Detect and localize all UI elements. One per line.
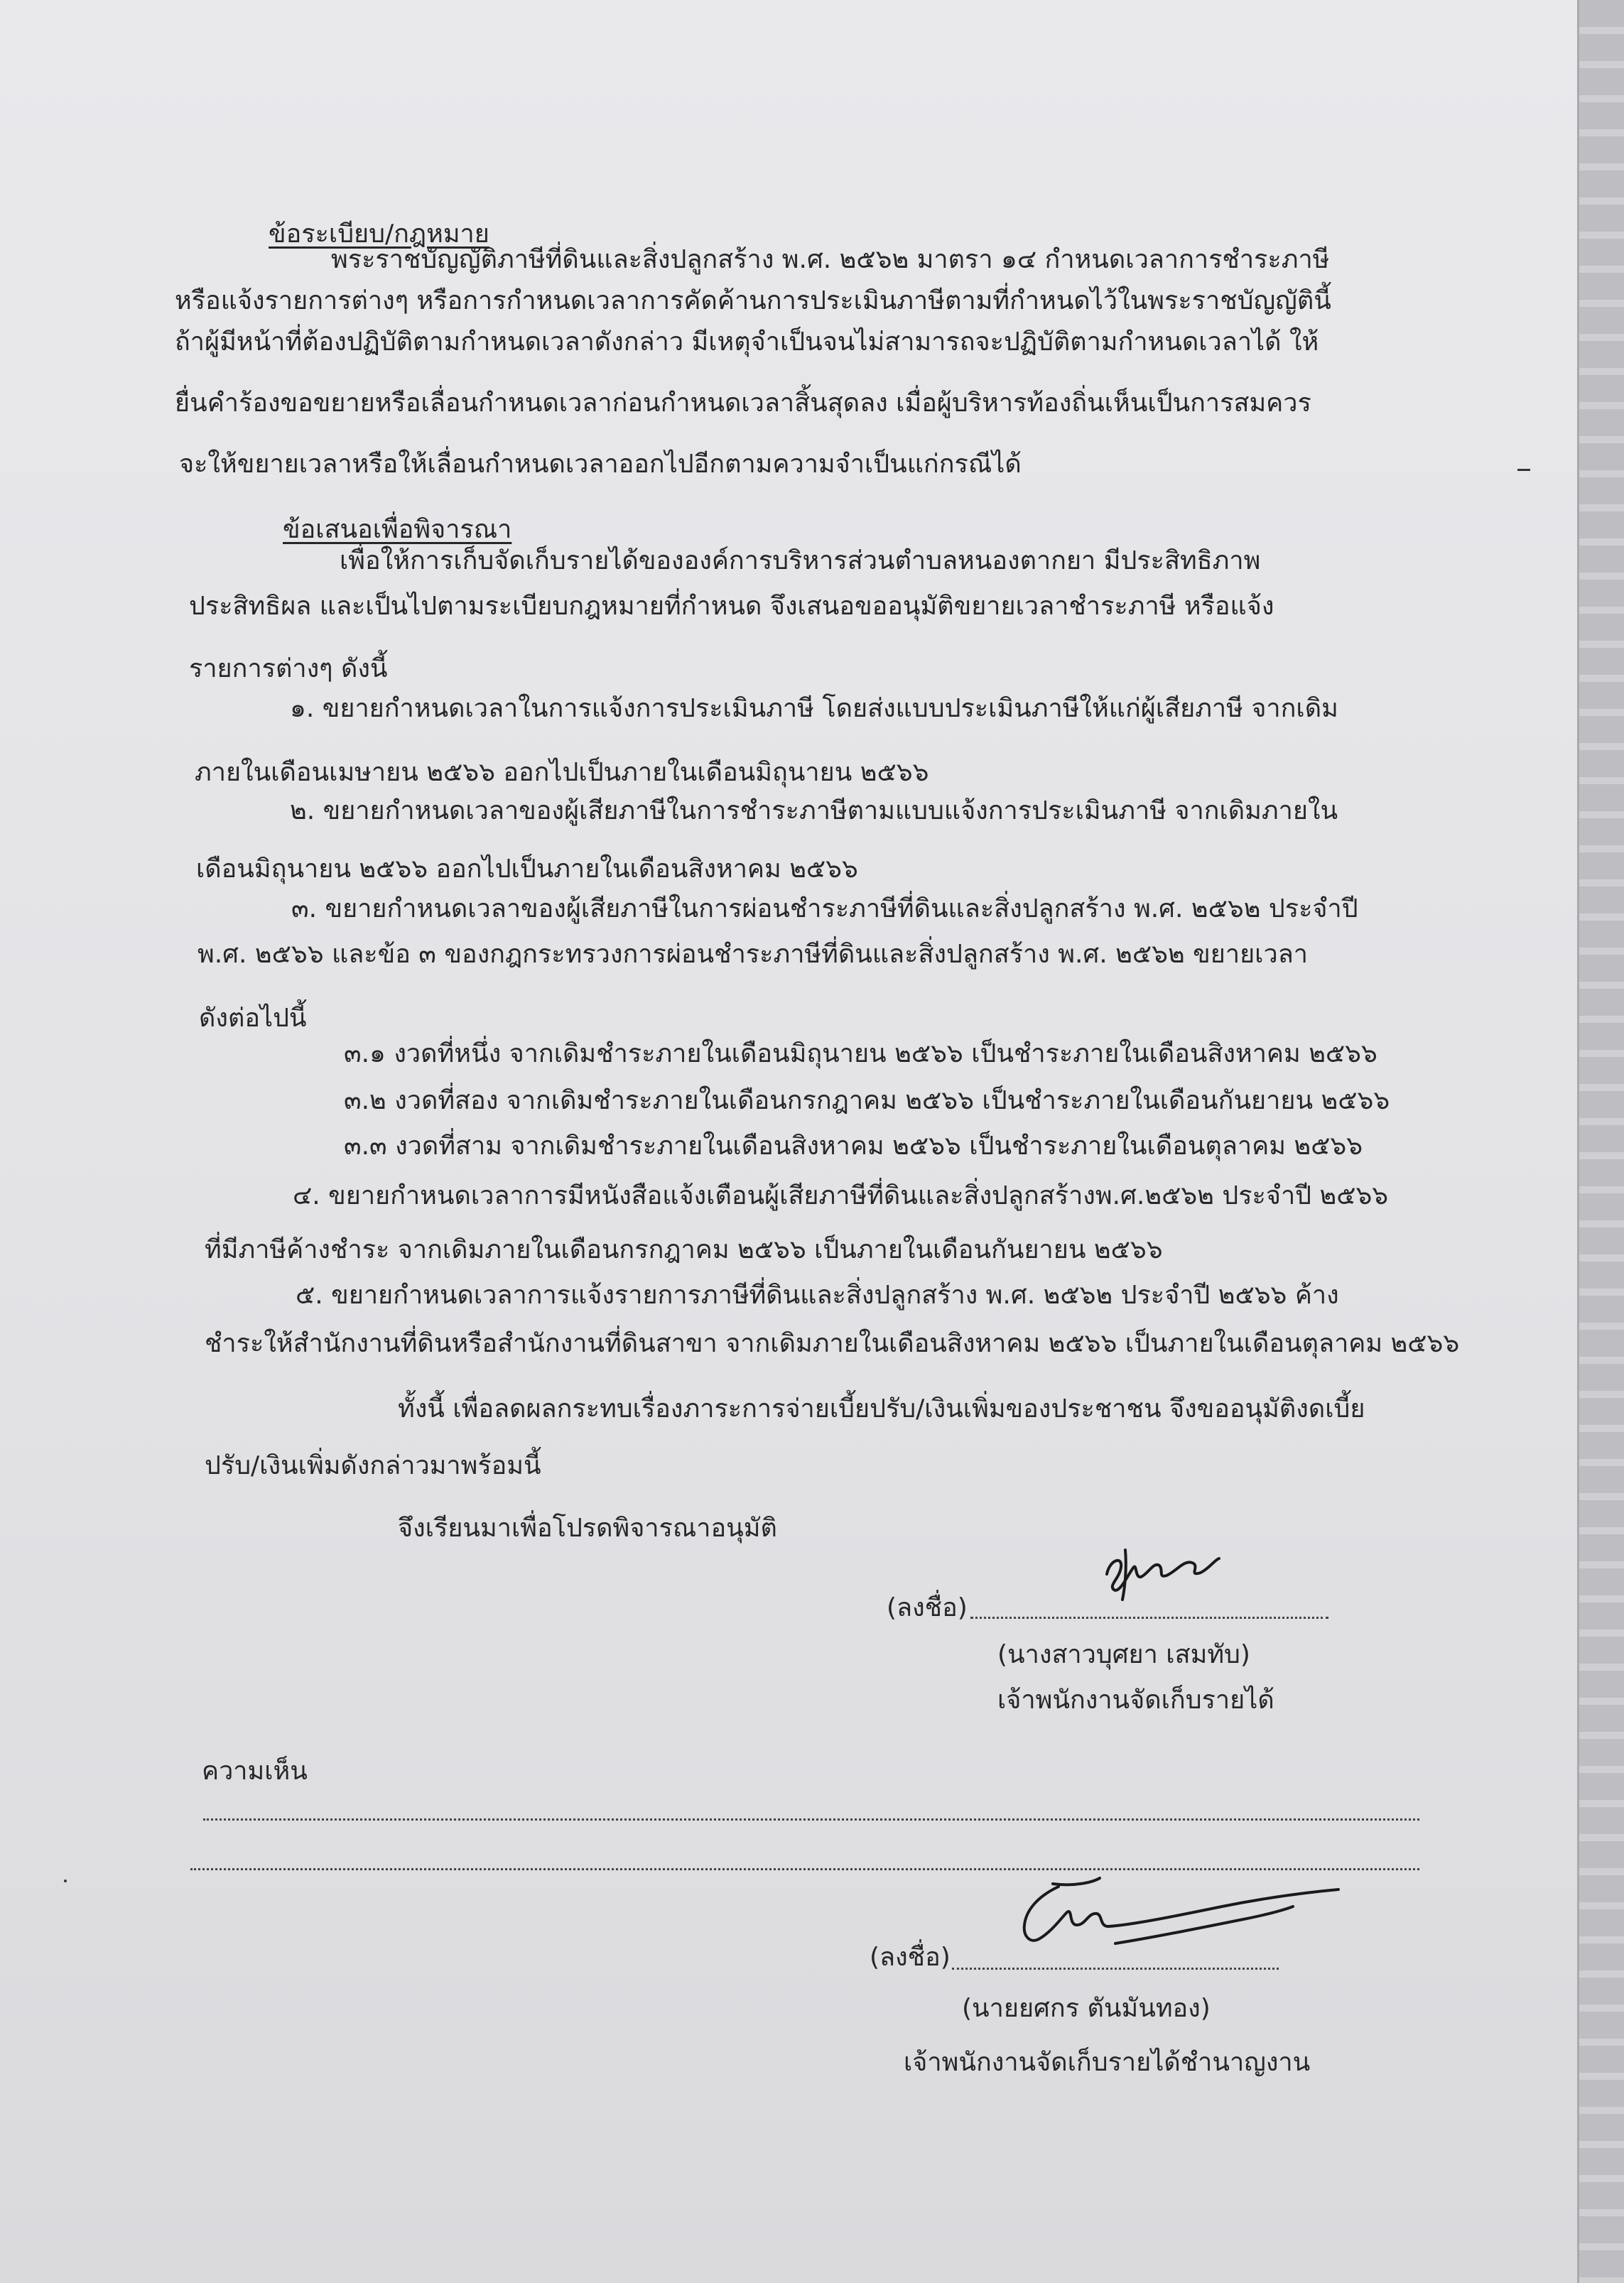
signature-1-line xyxy=(970,1617,1328,1619)
item-3-line: ดังต่อไปนี้ xyxy=(199,1004,307,1033)
opinion-line-2 xyxy=(190,1868,1419,1870)
background-edge xyxy=(1577,0,1624,2283)
item-3-sub-line: ๓.๑ งวดที่หนึ่ง จากเดิมชำระภายในเดือนมิถุนายน ๒๕๖๖ เป็นชำระภายในเดือนสิงหาคม ๒๕๖๖ xyxy=(344,1039,1377,1068)
signer-1-position: เจ้าพนักงานจัดเก็บรายได้ xyxy=(997,1686,1274,1715)
item-3-sub-line: ๓.๓ งวดที่สาม จากเดิมชำระภายในเดือนสิงหาคม ๒๕๖๖ เป็นชำระภายในเดือนตุลาคม ๒๕๖๖ xyxy=(344,1132,1363,1161)
proposal-intro-line: ประสิทธิผล และเป็นไปตามระเบียบกฎหมายที่กำหนด จึงเสนอขออนุมัติขยายเวลาชำระภาษี หรือแจ้ง xyxy=(189,592,1274,621)
stray-dot xyxy=(64,1880,67,1882)
item-1-line: ภายในเดือนเมษายน ๒๕๖๖ ออกไปเป็นภายในเดือนมิถุนายน ๒๕๖๖ xyxy=(195,758,929,787)
item-4-line: ๔. ขยายกำหนดเวลาการมีหนังสือแจ้งเตือนผู้เสียภาษีที่ดินและสิ่งปลูกสร้างพ.ศ.๒๕๖๒ ประจำปี ๒๕๖๖ xyxy=(293,1181,1389,1210)
item-3-line: พ.ศ. ๒๕๖๖ และข้อ ๓ ของกฎกระทรวงการผ่อนชำระภาษีที่ดินและสิ่งปลูกสร้าง พ.ศ. ๒๕๖๒ ขยายเวลา xyxy=(197,940,1308,969)
signer-2-name: (นายยศกร ตันมันทอง) xyxy=(962,1994,1211,2023)
regulations-heading: ข้อระเบียบ/กฎหมาย xyxy=(269,219,489,249)
regulations-line: หรือแจ้งรายการต่างๆ หรือการกำหนดเวลาการคัดค้านการประเมินภาษีตามที่กำหนดไว้ในพระราชบัญญัตินี้ xyxy=(175,286,1331,315)
item-3-line: ๓. ขยายกำหนดเวลาของผู้เสียภาษีในการผ่อนชำระภาษีที่ดินและสิ่งปลูกสร้าง พ.ศ. ๒๕๖๒ ประจำปี xyxy=(291,894,1358,923)
item-3-sub-line: ๓.๒ งวดที่สอง จากเดิมชำระภายในเดือนกรกฎาคม ๒๕๖๖ เป็นชำระภายในเดือนกันยายน ๒๕๖๖ xyxy=(344,1086,1390,1115)
closing-line: ปรับ/เงินเพิ่มดังกล่าวมาพร้อมนี้ xyxy=(205,1451,541,1480)
stray-mark xyxy=(1517,469,1530,471)
proposal-intro-line: รายการต่างๆ ดังนี้ xyxy=(189,654,388,683)
signature-2-line xyxy=(952,1968,1279,1970)
regulations-line: ถ้าผู้มีหน้าที่ต้องปฏิบัติตามกำหนดเวลาดังกล่าว มีเหตุจำเป็นจนไม่สามารถจะปฏิบัติตามกำหนดเวลาได้ ให้ xyxy=(175,327,1319,357)
proposal-heading: ข้อเสนอเพื่อพิจารณา xyxy=(283,515,512,544)
signer-2-position: เจ้าพนักงานจัดเก็บรายได้ชำนาญงาน xyxy=(904,2048,1311,2077)
item-5-line: ชำระให้สำนักงานที่ดินหรือสำนักงานที่ดินสาขา จากเดิมภายในเดือนสิงหาคม ๒๕๖๖ เป็นภายในเดือนตุลาคม ๒๕๖๖ xyxy=(205,1329,1460,1358)
request-line: จึงเรียนมาเพื่อโปรดพิจารณาอนุมัติ xyxy=(398,1514,777,1543)
regulations-line: พระราชบัญญัติภาษีที่ดินและสิ่งปลูกสร้าง พ.ศ. ๒๕๖๒ มาตรา ๑๔ กำหนดเวลาการชำระภาษี xyxy=(331,245,1330,274)
signer-2-sign-label: (ลงชื่อ) xyxy=(870,1943,951,1972)
item-1-line: ๑. ขยายกำหนดเวลาในการแจ้งการประเมินภาษี โดยส่งแบบประเมินภาษีให้แก่ผู้เสียภาษี จากเดิม xyxy=(290,694,1338,723)
item-2-line: ๒. ขยายกำหนดเวลาของผู้เสียภาษีในการชำระภาษีตามแบบแจ้งการประเมินภาษี จากเดิมภายใน xyxy=(290,796,1338,825)
proposal-intro-line: เพื่อให้การเก็บจัดเก็บรายได้ขององค์การบริหารส่วนตำบลหนองตากยา มีประสิทธิภาพ xyxy=(340,546,1261,575)
signer-1-name: (นางสาวบุศยา เสมทับ) xyxy=(997,1640,1250,1669)
signature-2-image xyxy=(1009,1875,1350,1953)
regulations-line: จะให้ขยายเวลาหรือให้เลื่อนกำหนดเวลาออกไปอีกตามความจำเป็นแก่กรณีได้ xyxy=(179,450,1022,479)
signature-1-image xyxy=(1094,1546,1222,1605)
regulations-line: ยื่นคำร้องขอขยายหรือเลื่อนกำหนดเวลาก่อนกำหนดเวลาสิ้นสุดลง เมื่อผู้บริหารท้องถิ่นเห็นเป็นการสมควร xyxy=(175,389,1311,418)
item-4-line: ที่มีภาษีค้างชำระ จากเดิมภายในเดือนกรกฎาคม ๒๕๖๖ เป็นภายในเดือนกันยายน ๒๕๖๖ xyxy=(205,1235,1163,1264)
closing-line: ทั้งนี้ เพื่อลดผลกระทบเรื่องภาระการจ่ายเบี้ยปรับ/เงินเพิ่มของประชาชน จึงขออนุมัติงดเบี้ย xyxy=(398,1394,1365,1424)
opinion-label: ความเห็น xyxy=(202,1757,308,1786)
item-5-line: ๕. ขยายกำหนดเวลาการแจ้งรายการภาษีที่ดินและสิ่งปลูกสร้าง พ.ศ. ๒๕๖๒ ประจำปี ๒๕๖๖ ค้าง xyxy=(296,1281,1339,1310)
opinion-line-1 xyxy=(203,1818,1419,1821)
signer-1-sign-label: (ลงชื่อ) xyxy=(887,1593,968,1622)
item-2-line: เดือนมิถุนายน ๒๕๖๖ ออกไปเป็นภายในเดือนสิงหาคม ๒๕๖๖ xyxy=(196,855,858,884)
